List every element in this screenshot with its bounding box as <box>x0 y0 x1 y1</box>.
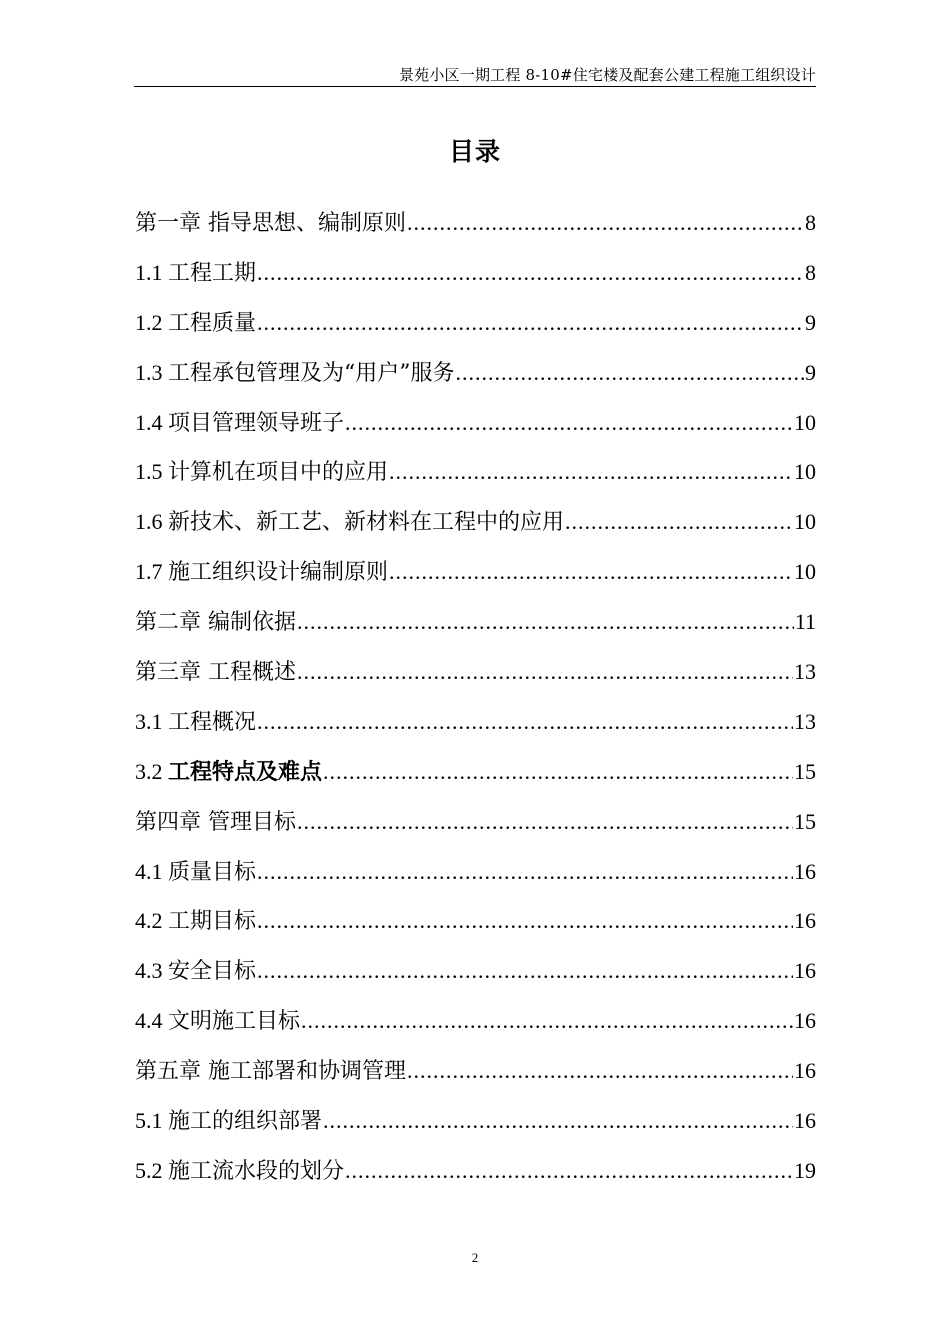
toc-entry-text: 第四章 管理目标 <box>135 809 296 835</box>
toc-entry-number: 5.2 <box>135 1157 168 1183</box>
toc-dot-leader <box>297 799 793 845</box>
toc-entry-number: 1.5 <box>135 459 168 485</box>
toc-entry-text: 工程特点及难点 <box>168 758 323 785</box>
toc-entry-number: 4.1 <box>135 858 168 884</box>
toc-entry[interactable] <box>135 200 816 250</box>
toc-entry-page: 16 <box>794 908 816 934</box>
toc-entry-page: 19 <box>794 1157 816 1183</box>
toc-entry-page: 8 <box>805 210 816 235</box>
toc-dot-leader <box>257 699 793 745</box>
toc-entry-label <box>135 650 296 696</box>
toc-entry-text: 工程工期 <box>168 260 257 286</box>
toc-entry-page: 13 <box>794 708 816 734</box>
toc-entry-label <box>135 250 256 297</box>
toc-entry[interactable] <box>135 549 816 599</box>
toc-entry-number: 1.2 <box>135 309 168 335</box>
toc-entry-page: 13 <box>794 659 816 685</box>
toc-entry-text: 施工组织设计编制原则 <box>168 560 389 586</box>
toc-dot-leader <box>323 1098 793 1144</box>
toc-entry-text: 工程概况 <box>168 709 257 735</box>
toc-entry-number: 4.3 <box>135 958 168 984</box>
toc-entry[interactable] <box>135 350 816 400</box>
toc-entry-page: 10 <box>794 409 816 435</box>
toc-entry-number: 1.6 <box>135 509 168 535</box>
toc-entry-label <box>135 1148 344 1195</box>
toc-entry[interactable] <box>135 749 816 799</box>
toc-dot-leader <box>565 499 793 545</box>
toc-entry-page: 10 <box>794 459 816 485</box>
toc-entry-page: 16 <box>794 858 816 884</box>
toc-entry-label <box>135 800 296 846</box>
toc-entry-label <box>135 849 256 896</box>
toc-dot-leader <box>257 250 804 296</box>
toc-dot-leader <box>407 1048 793 1094</box>
toc-entry-text: 计算机在项目中的应用 <box>168 460 389 486</box>
toc-entry-label <box>135 1098 322 1145</box>
toc-entry-page: 9 <box>805 359 816 385</box>
toc-entry[interactable] <box>135 1098 816 1148</box>
toc-entry-page: 15 <box>794 808 816 834</box>
toc-entry-number: 4.4 <box>135 1008 168 1034</box>
toc-entry-text: 工期目标 <box>168 909 257 935</box>
running-header: 景苑小区一期工程 8-10#住宅楼及配套公建工程施工组织设计 <box>398 66 816 84</box>
toc-entry[interactable] <box>135 400 816 450</box>
toc-entry-label <box>135 449 388 496</box>
toc-entry-text: 工程承包管理及为“用户”服务 <box>168 360 455 386</box>
toc-entry-label <box>135 201 406 247</box>
toc-entry-label <box>135 600 296 646</box>
toc-entry-label <box>135 749 322 796</box>
toc-entry-page: 16 <box>794 958 816 984</box>
toc-entry-label <box>135 1049 406 1095</box>
toc-entry[interactable] <box>135 449 816 499</box>
toc-entry-label <box>135 948 256 995</box>
toc-entry-number: 1.4 <box>135 409 168 435</box>
toc-dot-leader <box>301 998 793 1044</box>
toc-entry[interactable] <box>135 250 816 300</box>
toc-entry[interactable] <box>135 1048 816 1098</box>
toc-entry[interactable] <box>135 998 816 1048</box>
toc-entry-text: 安全目标 <box>168 959 257 985</box>
toc-dot-leader <box>257 849 793 895</box>
header-rule <box>134 86 816 87</box>
toc-entry[interactable] <box>135 699 816 749</box>
toc-dot-leader <box>345 1148 793 1194</box>
toc-entry-page: 8 <box>805 259 816 285</box>
toc-entry-number: 1.3 <box>135 359 168 385</box>
toc-entry-text: 第二章 编制依据 <box>135 610 296 636</box>
toc-dot-leader <box>297 599 794 645</box>
toc-entry-page: 16 <box>794 1058 816 1084</box>
toc-dot-leader <box>257 948 793 994</box>
toc-dot-leader <box>456 350 805 396</box>
toc-entry-page: 16 <box>794 1008 816 1034</box>
toc-dot-leader <box>389 549 793 595</box>
toc-entry[interactable] <box>135 499 816 549</box>
toc-entry-number: 5.1 <box>135 1108 168 1134</box>
toc-entry-label <box>135 699 256 746</box>
toc-entry-label <box>135 350 455 397</box>
table-of-contents <box>135 200 816 1198</box>
toc-entry-page: 16 <box>794 1108 816 1134</box>
toc-entry-text: 新技术、新工艺、新材料在工程中的应用 <box>168 510 565 536</box>
toc-entry[interactable] <box>135 799 816 849</box>
toc-entry[interactable] <box>135 1148 816 1198</box>
toc-title: 目录 <box>448 137 501 166</box>
toc-entry-number: 1.7 <box>135 559 168 585</box>
toc-entry-text: 项目管理领导班子 <box>168 410 345 436</box>
page-number: 2 <box>471 1250 479 1265</box>
toc-entry-number: 1.1 <box>135 259 168 285</box>
toc-entry-text: 第一章 指导思想、编制原则 <box>135 211 406 236</box>
toc-dot-leader <box>257 300 804 346</box>
toc-entry-page: 9 <box>805 309 816 335</box>
toc-entry-page: 10 <box>794 509 816 535</box>
toc-entry-number: 4.2 <box>135 908 168 934</box>
toc-dot-leader <box>407 200 804 246</box>
toc-entry[interactable] <box>135 599 816 649</box>
toc-entry-page: 15 <box>794 758 816 784</box>
toc-entry-text: 文明施工目标 <box>168 1009 301 1035</box>
toc-entry-label <box>135 400 344 447</box>
toc-entry-label <box>135 499 564 546</box>
toc-entry[interactable] <box>135 300 816 350</box>
toc-entry-label <box>135 898 256 945</box>
toc-entry-text: 第五章 施工部署和协调管理 <box>135 1059 406 1085</box>
toc-entry-text: 第三章 工程概述 <box>135 660 296 686</box>
toc-dot-leader <box>323 749 793 795</box>
toc-entry-label <box>135 300 256 347</box>
toc-entry-text: 施工的组织部署 <box>168 1109 323 1135</box>
toc-dot-leader <box>297 649 793 695</box>
toc-entry-label <box>135 549 388 596</box>
toc-dot-leader <box>345 400 793 446</box>
toc-entry-text: 质量目标 <box>168 859 257 885</box>
toc-entry-text: 施工流水段的划分 <box>168 1158 345 1184</box>
toc-entry[interactable] <box>135 948 816 998</box>
toc-entry-number: 3.1 <box>135 708 168 734</box>
toc-dot-leader <box>389 449 793 495</box>
toc-entry-label <box>135 998 300 1045</box>
toc-entry[interactable] <box>135 649 816 699</box>
toc-entry[interactable] <box>135 898 816 948</box>
toc-entry[interactable] <box>135 849 816 899</box>
toc-entry-page: 11 <box>794 609 816 635</box>
toc-entry-page: 10 <box>794 559 816 585</box>
toc-entry-number: 3.2 <box>135 758 168 784</box>
toc-dot-leader <box>257 898 793 944</box>
toc-entry-text: 工程质量 <box>168 310 257 336</box>
